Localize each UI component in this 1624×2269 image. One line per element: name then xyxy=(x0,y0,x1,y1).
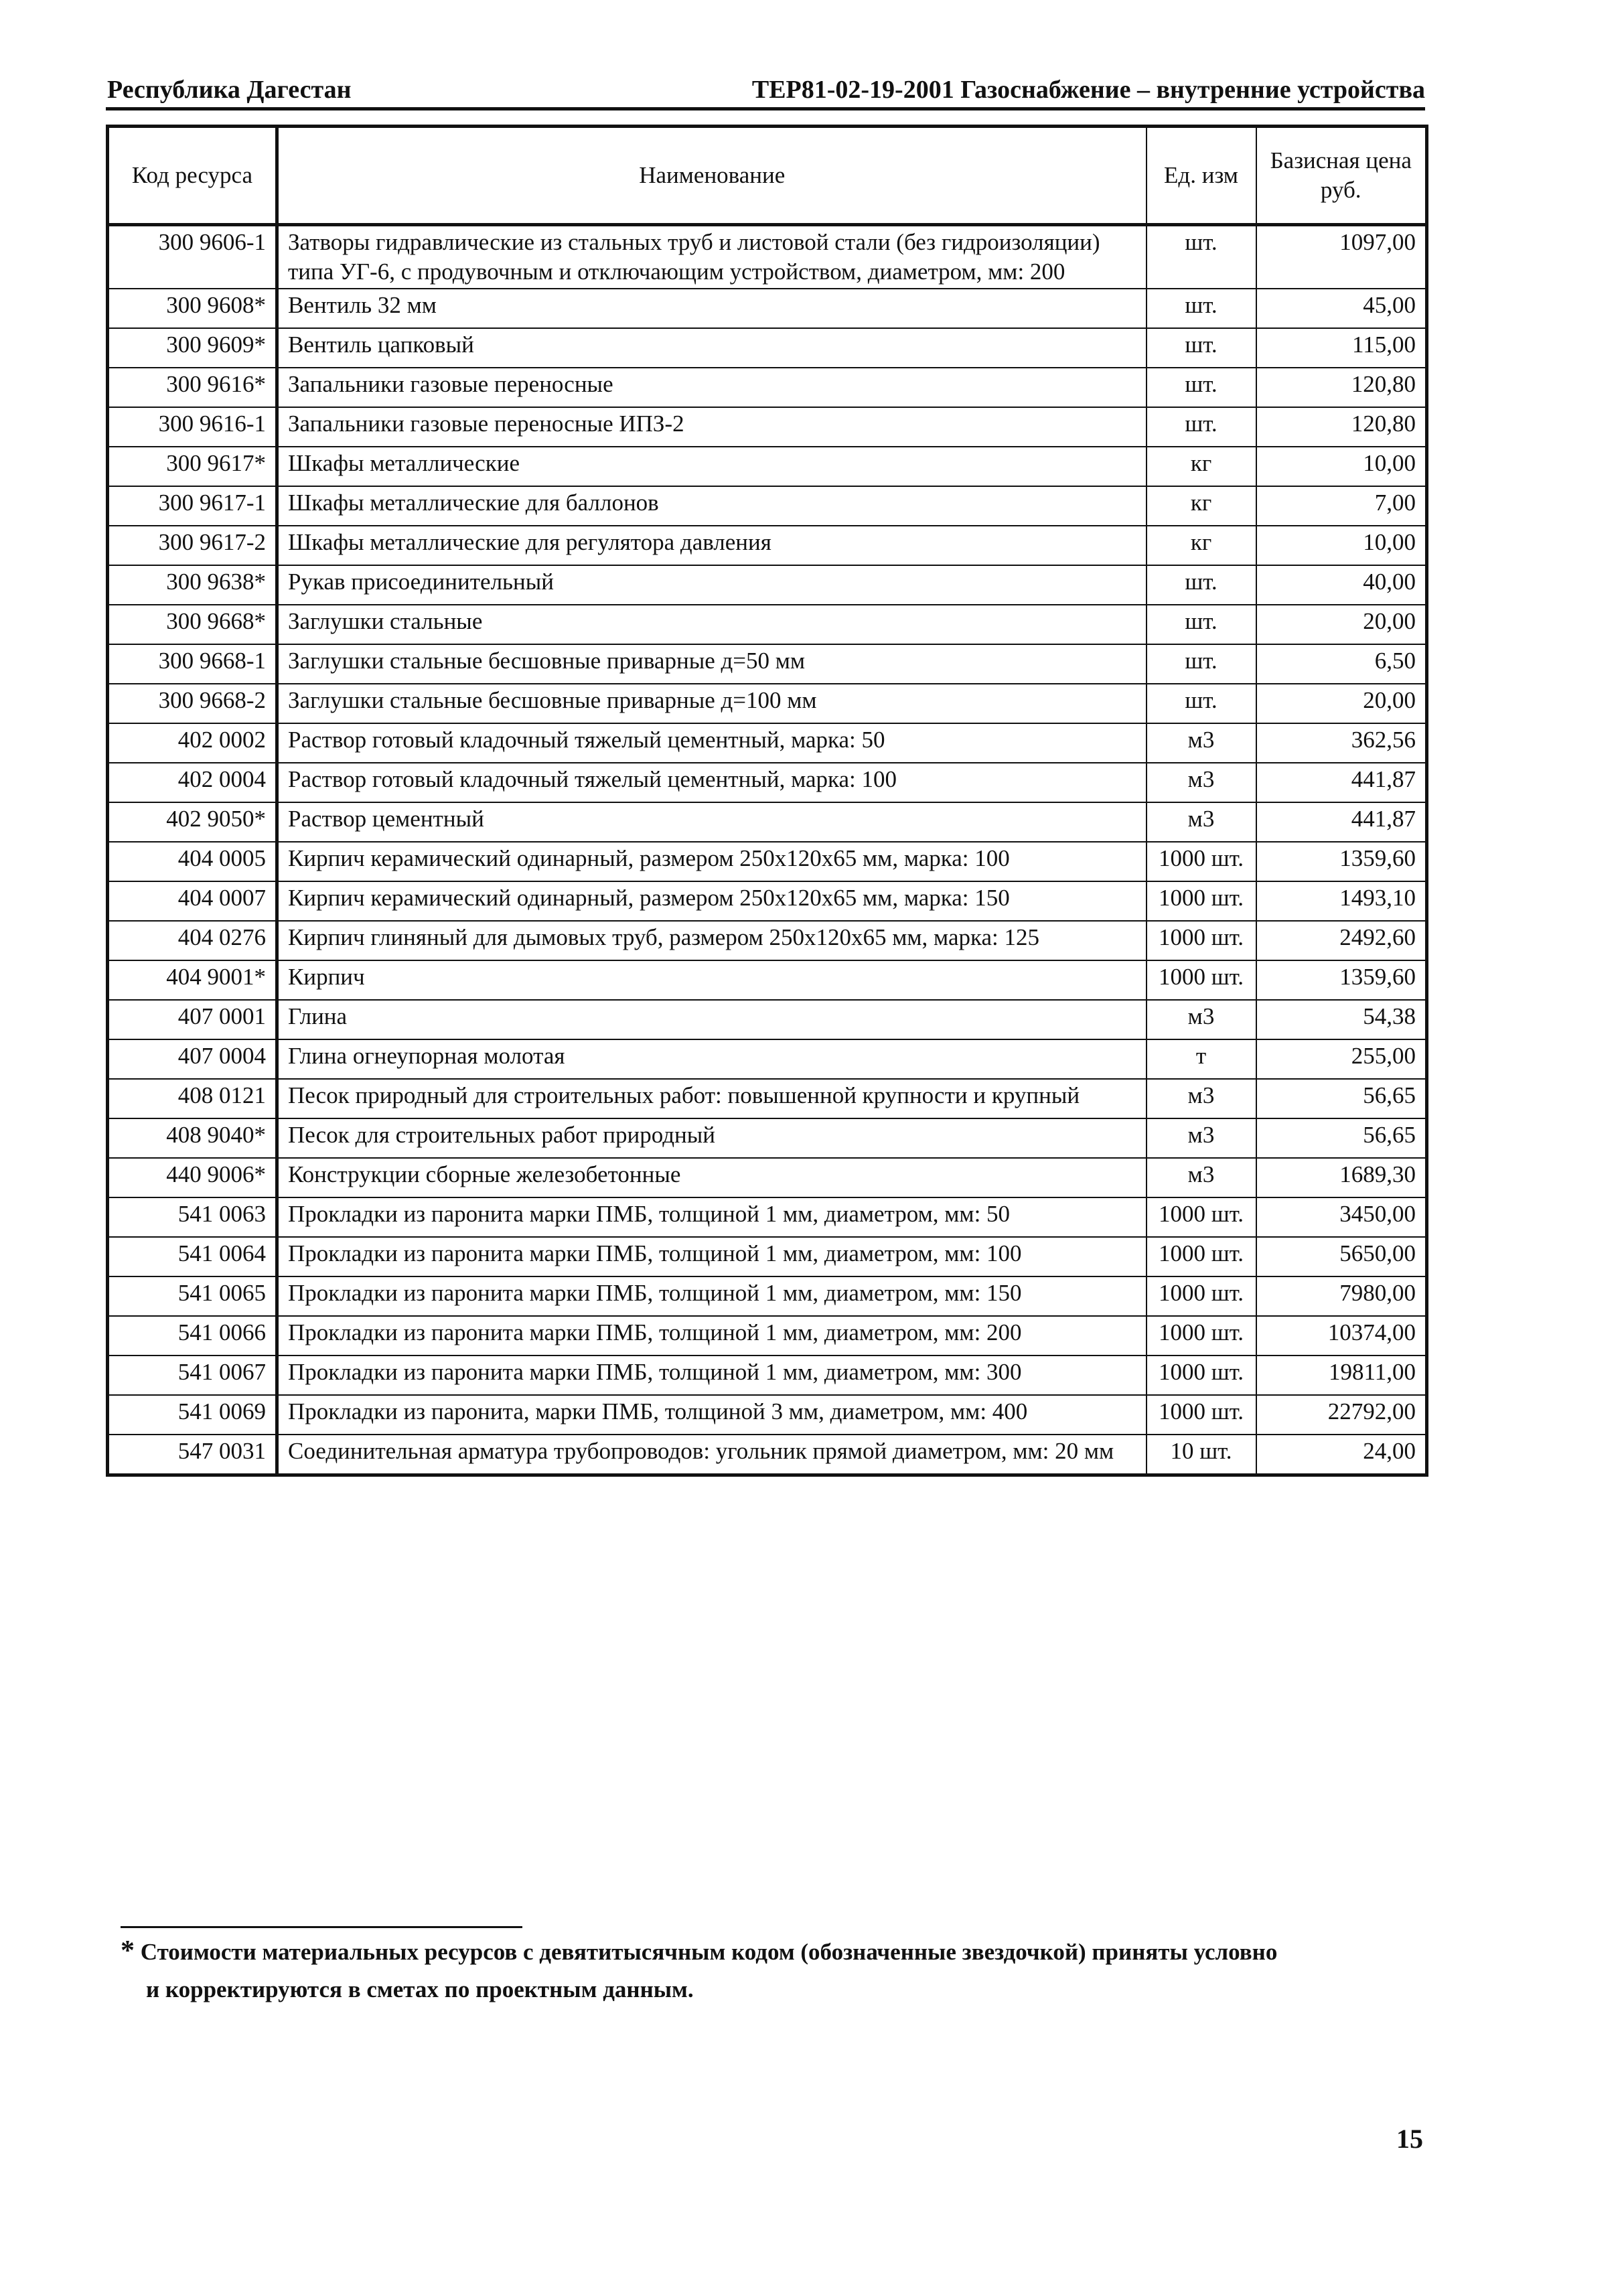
cell-price: 1493,10 xyxy=(1256,881,1427,921)
table-row xyxy=(108,842,1427,881)
cell-price: 54,38 xyxy=(1256,1000,1427,1039)
cell-code: 547 0031 xyxy=(108,1435,277,1475)
cell-price: 441,87 xyxy=(1256,763,1427,802)
cell-name: Шкафы металлические для регулятора давления xyxy=(277,526,1147,565)
cell-name: Конструкции сборные железобетонные xyxy=(277,1158,1147,1197)
footnote-text-2: и корректируются в сметах по проектным данным. xyxy=(146,1976,694,2002)
table-row xyxy=(108,723,1427,763)
table-row xyxy=(108,802,1427,842)
cell-name: Вентиль цапковый xyxy=(277,328,1147,368)
cell-price: 1359,60 xyxy=(1256,960,1427,1000)
cell-code: 440 9006* xyxy=(108,1158,277,1197)
cell-name: Прокладки из паронита марки ПМБ, толщиной 1 мм, диаметром, мм: 100 xyxy=(277,1237,1147,1276)
cell-name: Песок природный для строительных работ: повышенной крупности и крупный xyxy=(277,1079,1147,1118)
cell-unit: шт. xyxy=(1147,644,1256,684)
cell-name: Кирпич xyxy=(277,960,1147,1000)
column-header-price-line2: руб. xyxy=(1320,177,1361,203)
cell-code: 300 9668-2 xyxy=(108,684,277,723)
table-row xyxy=(108,644,1427,684)
table-row xyxy=(108,1039,1427,1079)
cell-unit: 1000 шт. xyxy=(1147,1197,1256,1237)
table-row xyxy=(108,763,1427,802)
footnote-divider xyxy=(121,1926,522,1928)
cell-unit: кг xyxy=(1147,486,1256,526)
cell-code: 300 9616-1 xyxy=(108,407,277,447)
cell-name: Прокладки из паронита марки ПМБ, толщиной 1 мм, диаметром, мм: 50 xyxy=(277,1197,1147,1237)
cell-name: Запальники газовые переносные ИПЗ-2 xyxy=(277,407,1147,447)
page-number: 15 xyxy=(1396,2124,1423,2154)
table-header-row xyxy=(108,127,1427,225)
column-header-unit: Ед. изм xyxy=(1147,127,1256,225)
cell-unit: шт. xyxy=(1147,289,1256,328)
column-header-price-line1: Базисная цена xyxy=(1270,147,1412,173)
column-header-name: Наименование xyxy=(277,127,1147,225)
cell-unit: м3 xyxy=(1147,802,1256,842)
cell-price: 19811,00 xyxy=(1256,1356,1427,1395)
cell-name: Затворы гидравлические из стальных труб и листовой стали (без гидроизоляции) типа УГ-6, с продувочным и отключающим устройством, диаметром, мм: 200 xyxy=(277,225,1147,289)
cell-unit: шт. xyxy=(1147,328,1256,368)
cell-price: 10374,00 xyxy=(1256,1316,1427,1356)
cell-code: 402 9050* xyxy=(108,802,277,842)
table-row xyxy=(108,881,1427,921)
table-row xyxy=(108,1316,1427,1356)
cell-unit: 1000 шт. xyxy=(1147,881,1256,921)
cell-unit: кг xyxy=(1147,447,1256,486)
cell-code: 300 9606-1 xyxy=(108,225,277,289)
table-row xyxy=(108,1079,1427,1118)
cell-code: 300 9668* xyxy=(108,605,277,644)
cell-price: 3450,00 xyxy=(1256,1197,1427,1237)
cell-unit: шт. xyxy=(1147,565,1256,605)
table-row xyxy=(108,328,1427,368)
cell-code: 408 0121 xyxy=(108,1079,277,1118)
cell-name: Шкафы металлические xyxy=(277,447,1147,486)
cell-price: 40,00 xyxy=(1256,565,1427,605)
cell-code: 408 9040* xyxy=(108,1118,277,1158)
table-row xyxy=(108,1276,1427,1316)
table-row xyxy=(108,605,1427,644)
table-row xyxy=(108,1118,1427,1158)
table-row xyxy=(108,684,1427,723)
cell-code: 300 9617-1 xyxy=(108,486,277,526)
table-row xyxy=(108,407,1427,447)
cell-name: Заглушки стальные xyxy=(277,605,1147,644)
cell-price: 7980,00 xyxy=(1256,1276,1427,1316)
cell-code: 404 0276 xyxy=(108,921,277,960)
cell-name: Заглушки стальные бесшовные приварные д=100 мм xyxy=(277,684,1147,723)
cell-name: Шкафы металлические для баллонов xyxy=(277,486,1147,526)
cell-name: Заглушки стальные бесшовные приварные д=50 мм xyxy=(277,644,1147,684)
cell-price: 120,80 xyxy=(1256,368,1427,407)
cell-price: 45,00 xyxy=(1256,289,1427,328)
cell-code: 300 9668-1 xyxy=(108,644,277,684)
cell-unit: кг xyxy=(1147,526,1256,565)
cell-code: 541 0065 xyxy=(108,1276,277,1316)
cell-code: 300 9617-2 xyxy=(108,526,277,565)
column-header-price xyxy=(1256,127,1427,225)
cell-unit: м3 xyxy=(1147,1079,1256,1118)
cell-unit: м3 xyxy=(1147,1118,1256,1158)
cell-code: 404 9001* xyxy=(108,960,277,1000)
table-row xyxy=(108,526,1427,565)
cell-name: Прокладки из паронита марки ПМБ, толщиной 1 мм, диаметром, мм: 150 xyxy=(277,1276,1147,1316)
table-row xyxy=(108,486,1427,526)
table-row xyxy=(108,447,1427,486)
cell-price: 6,50 xyxy=(1256,644,1427,684)
cell-price: 20,00 xyxy=(1256,605,1427,644)
cell-name: Прокладки из паронита марки ПМБ, толщиной 1 мм, диаметром, мм: 300 xyxy=(277,1356,1147,1395)
cell-name: Прокладки из паронита, марки ПМБ, толщиной 3 мм, диаметром, мм: 400 xyxy=(277,1395,1147,1435)
resource-table-container xyxy=(106,125,1425,1477)
cell-price: 1097,00 xyxy=(1256,225,1427,289)
cell-unit: 1000 шт. xyxy=(1147,1395,1256,1435)
cell-code: 300 9608* xyxy=(108,289,277,328)
cell-unit: 1000 шт. xyxy=(1147,1237,1256,1276)
cell-code: 407 0004 xyxy=(108,1039,277,1079)
table-row xyxy=(108,1395,1427,1435)
table-row xyxy=(108,1000,1427,1039)
cell-code: 541 0064 xyxy=(108,1237,277,1276)
cell-price: 120,80 xyxy=(1256,407,1427,447)
cell-unit: 1000 шт. xyxy=(1147,1356,1256,1395)
cell-price: 22792,00 xyxy=(1256,1395,1427,1435)
cell-name: Рукав присоединительный xyxy=(277,565,1147,605)
table-row xyxy=(108,960,1427,1000)
cell-unit: 1000 шт. xyxy=(1147,1316,1256,1356)
table-row xyxy=(108,1158,1427,1197)
cell-unit: шт. xyxy=(1147,225,1256,289)
column-header-code: Код ресурса xyxy=(108,127,277,225)
cell-unit: м3 xyxy=(1147,723,1256,763)
header-region: Республика Дагестан xyxy=(107,76,352,104)
cell-unit: шт. xyxy=(1147,368,1256,407)
cell-code: 541 0067 xyxy=(108,1356,277,1395)
footnote xyxy=(121,1932,1393,2008)
cell-unit: м3 xyxy=(1147,763,1256,802)
cell-price: 7,00 xyxy=(1256,486,1427,526)
cell-code: 300 9609* xyxy=(108,328,277,368)
cell-code: 402 0004 xyxy=(108,763,277,802)
header-document-title: ТЕР81-02-19-2001 Газоснабжение – внутренние устройства xyxy=(751,76,1425,104)
cell-name: Песок для строительных работ природный xyxy=(277,1118,1147,1158)
cell-unit: т xyxy=(1147,1039,1256,1079)
table-row xyxy=(108,1197,1427,1237)
cell-name: Раствор готовый кладочный тяжелый цементный, марка: 100 xyxy=(277,763,1147,802)
cell-code: 300 9616* xyxy=(108,368,277,407)
cell-name: Запальники газовые переносные xyxy=(277,368,1147,407)
cell-unit: шт. xyxy=(1147,684,1256,723)
cell-code: 300 9617* xyxy=(108,447,277,486)
cell-name: Кирпич глиняный для дымовых труб, размером 250х120х65 мм, марка: 125 xyxy=(277,921,1147,960)
table-row xyxy=(108,1435,1427,1475)
cell-price: 362,56 xyxy=(1256,723,1427,763)
table-row xyxy=(108,921,1427,960)
table-row xyxy=(108,225,1427,289)
cell-price: 20,00 xyxy=(1256,684,1427,723)
cell-code: 404 0005 xyxy=(108,842,277,881)
cell-unit: 1000 шт. xyxy=(1147,1276,1256,1316)
resource-price-table xyxy=(106,125,1428,1477)
cell-name: Глина xyxy=(277,1000,1147,1039)
cell-name: Раствор цементный xyxy=(277,802,1147,842)
cell-unit: 1000 шт. xyxy=(1147,921,1256,960)
cell-price: 56,65 xyxy=(1256,1118,1427,1158)
cell-price: 441,87 xyxy=(1256,802,1427,842)
footnote-line-1 xyxy=(121,1932,1393,1971)
cell-code: 541 0063 xyxy=(108,1197,277,1237)
cell-unit: 10 шт. xyxy=(1147,1435,1256,1475)
cell-price: 115,00 xyxy=(1256,328,1427,368)
table-row xyxy=(108,1237,1427,1276)
cell-unit: м3 xyxy=(1147,1000,1256,1039)
cell-name: Раствор готовый кладочный тяжелый цементный, марка: 50 xyxy=(277,723,1147,763)
cell-code: 407 0001 xyxy=(108,1000,277,1039)
cell-price: 10,00 xyxy=(1256,447,1427,486)
cell-price: 10,00 xyxy=(1256,526,1427,565)
cell-code: 404 0007 xyxy=(108,881,277,921)
table-row xyxy=(108,565,1427,605)
cell-unit: шт. xyxy=(1147,407,1256,447)
table-row xyxy=(108,289,1427,328)
cell-price: 56,65 xyxy=(1256,1079,1427,1118)
cell-price: 255,00 xyxy=(1256,1039,1427,1079)
cell-name: Кирпич керамический одинарный, размером 250х120х65 мм, марка: 150 xyxy=(277,881,1147,921)
cell-name: Соединительная арматура трубопроводов: угольник прямой диаметром, мм: 20 мм xyxy=(277,1435,1147,1475)
footnote-marker: * xyxy=(121,1935,135,1966)
cell-code: 300 9638* xyxy=(108,565,277,605)
table-header xyxy=(108,127,1427,225)
cell-unit: шт. xyxy=(1147,605,1256,644)
cell-name: Глина огнеупорная молотая xyxy=(277,1039,1147,1079)
cell-price: 24,00 xyxy=(1256,1435,1427,1475)
cell-unit: м3 xyxy=(1147,1158,1256,1197)
cell-unit: 1000 шт. xyxy=(1147,842,1256,881)
page-header xyxy=(106,72,1425,111)
cell-unit: 1000 шт. xyxy=(1147,960,1256,1000)
cell-name: Вентиль 32 мм xyxy=(277,289,1147,328)
cell-price: 1689,30 xyxy=(1256,1158,1427,1197)
cell-price: 5650,00 xyxy=(1256,1237,1427,1276)
cell-name: Прокладки из паронита марки ПМБ, толщиной 1 мм, диаметром, мм: 200 xyxy=(277,1316,1147,1356)
cell-name: Кирпич керамический одинарный, размером 250х120х65 мм, марка: 100 xyxy=(277,842,1147,881)
cell-price: 1359,60 xyxy=(1256,842,1427,881)
footnote-text-1: Стоимости материальных ресурсов с девятитысячным кодом (обозначенные звездочкой) приняты условно xyxy=(140,1939,1278,1965)
table-row xyxy=(108,1356,1427,1395)
table-row xyxy=(108,368,1427,407)
cell-code: 402 0002 xyxy=(108,723,277,763)
table-body xyxy=(108,225,1427,1475)
cell-price: 2492,60 xyxy=(1256,921,1427,960)
cell-code: 541 0069 xyxy=(108,1395,277,1435)
cell-code: 541 0066 xyxy=(108,1316,277,1356)
